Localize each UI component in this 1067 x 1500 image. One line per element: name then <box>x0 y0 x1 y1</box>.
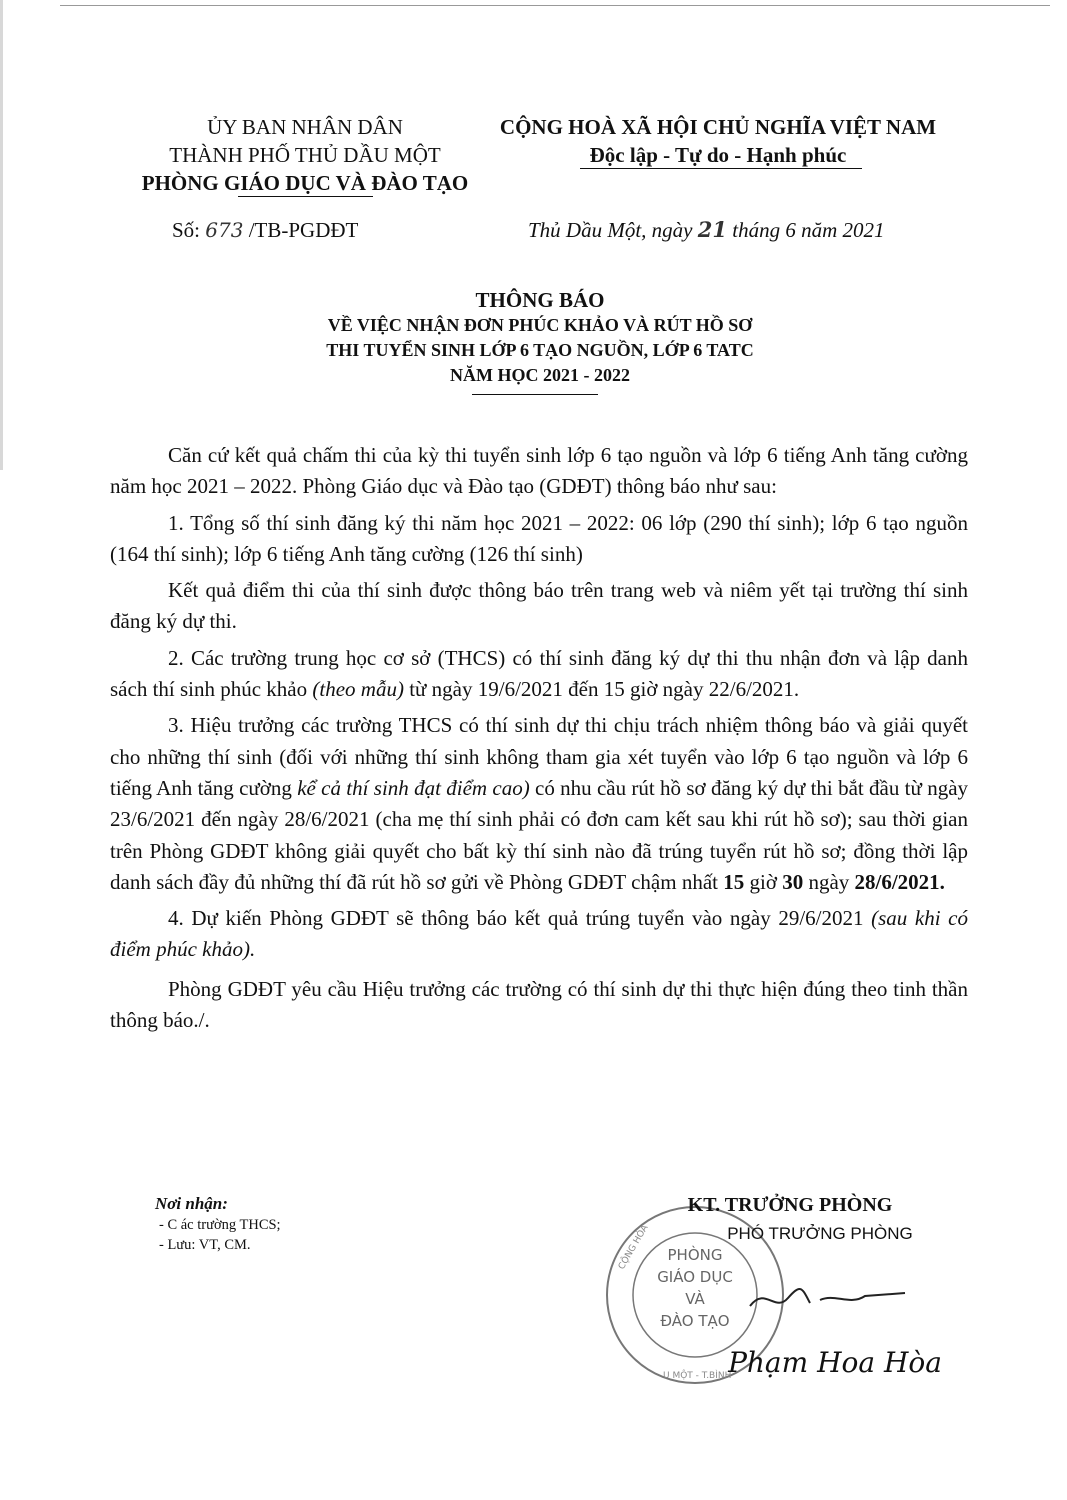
title-line-2: THI TUYỂN SINH LỚP 6 TẠO NGUỒN, LỚP 6 TATC <box>326 340 754 360</box>
item-4-text: 4. Dự kiến Phòng GDĐT sẽ thông báo kết quả trúng tuyển vào ngày 29/6/2021 <box>168 906 872 931</box>
issue-date <box>528 216 884 244</box>
item-3-italic: kể cả thí sinh đạt điểm cao) <box>297 775 530 800</box>
agency-underline <box>238 196 373 197</box>
agency-line-3: PHÒNG GIÁO DỤC VÀ ĐÀO TẠO <box>141 171 469 195</box>
stamp-line-2: GIÁO DỤC <box>657 1268 733 1286</box>
agency-line-1: ỦY BAN NHÂN DÂN <box>207 115 403 139</box>
position-title: TRƯỞNG PHÒNG <box>724 1194 893 1216</box>
item-3-deadline-hour: 15 <box>723 869 745 894</box>
number-suffix: /TB-PGDĐT <box>248 218 359 242</box>
country-name: CỘNG HOÀ XÃ HỘI CHỦ NGHĨA VIỆT NAM <box>499 115 937 139</box>
item-2-text-b: từ ngày 19/6/2021 đến 15 giờ ngày 22/6/2021. <box>403 677 800 702</box>
item-1: 1. Tổng số thí sinh đăng ký thi năm học 2021 – 2022: 06 lớp (290 thí sinh); lớp 6 tạo nguồn (164 thí sinh); lớp 6 tiếng Anh tăng cường (126 thí sinh) <box>110 510 968 566</box>
kt-prefix: KT. <box>687 1194 721 1216</box>
title-line-3: NĂM HỌC 2021 - 2022 <box>450 365 630 385</box>
item-3 <box>110 710 968 898</box>
handwritten-signature <box>740 1278 910 1318</box>
motto: Độc lập - Tự do - Hạnh phúc <box>589 143 847 167</box>
issuing-agency <box>105 113 505 197</box>
document-title <box>160 287 920 388</box>
item-3-hour-word: giờ <box>744 869 783 894</box>
national-motto <box>468 113 968 169</box>
scan-top-border <box>60 5 1050 6</box>
item-4-italic: (sau khi có điểm phúc khảo). <box>110 906 968 962</box>
document-number <box>172 216 358 244</box>
date-rest: tháng 6 năm 2021 <box>732 218 885 242</box>
item-3-text-b: có nhu cầu rút hồ sơ đăng ký dự thi bắt đầu từ ngày 23/6/2021 đến ngày 28/6/2021 (cha mẹ thí sinh phải có đơn cam kết sau khi rút hồ sơ); sau thời gian trên Phòng GDĐT không giải quyết cho bất kỳ thí sinh nào đã trúng tuyển rút hồ sơ; đồng thời lập danh sách đầy đủ những thí đã rút hồ sơ gửi về Phòng GDĐT chậm nhất <box>110 775 969 894</box>
item-3-deadline-date: 28/6/2021. <box>854 869 945 894</box>
item-3-deadline-minute: 30 <box>782 869 804 894</box>
title-main: THÔNG BÁO <box>475 288 605 312</box>
item-2 <box>110 643 968 706</box>
item-4 <box>110 903 968 966</box>
item-2-text-a: 2. Các trường trung học cơ sở (THCS) có thí sinh đăng ký dự thi thu nhận đơn và lập danh sách thí sinh phúc khảo <box>110 645 968 702</box>
number-handwritten: 673 <box>205 218 244 242</box>
intro-paragraph: Căn cứ kết quả chấm thi của kỳ thi tuyển sinh lớp 6 tạo nguồn và lớp 6 tiếng Anh tăng cường năm học 2021 – 2022. Phòng Giáo dục và Đào tạo (GDĐT) thông báo như sau: <box>110 443 968 499</box>
closing-paragraph: Phòng GDĐT yêu cầu Hiệu trưởng các trường có thí sinh dự thi thực hiện đúng theo tinh thần thông báo./. <box>110 976 968 1033</box>
number-label: Số: <box>172 218 201 242</box>
date-day-handwritten: 21 <box>697 217 727 242</box>
signer-title <box>600 1193 980 1218</box>
signer-name: Phạm Hoa Hòa <box>728 1346 942 1379</box>
deputy-title: PHÓ TRƯỞNG PHÒNG <box>727 1224 913 1243</box>
item-1-results: Kết quả điểm thi của thí sinh được thông báo trên trang web và niêm yết tại trường thí sinh đăng ký dự thi. <box>110 578 968 634</box>
item-3-day-word: ngày <box>803 869 855 894</box>
date-prefix: Thủ Dầu Một, ngày <box>528 218 693 242</box>
agency-line-2: THÀNH PHỐ THỦ DẦU MỘT <box>169 143 441 167</box>
notice-body <box>110 440 968 1041</box>
svg-text:CỘNG HÒA: CỘNG HÒA <box>616 1223 651 1272</box>
stamp-line-3: VÀ <box>685 1290 705 1308</box>
stamp-line-4: ĐÀO TẠO <box>660 1312 730 1330</box>
scan-left-shadow <box>0 0 3 470</box>
recipient-item: - Lưu: VT, CM. <box>159 1237 251 1253</box>
title-line-1: VỀ VIỆC NHẬN ĐƠN PHÚC KHẢO VÀ RÚT HỒ SƠ <box>327 315 753 335</box>
svg-text:U MỘT - T.BÌNH: U MỘT - T.BÌNH <box>663 1371 732 1381</box>
item-3-text-a: 3. Hiệu trưởng các trường THCS có thí sinh dự thi chịu trách nhiệm thông báo và giải quyết cho những thí sinh (đối với những thí sinh không tham gia xét tuyển vào lớp 6 tạo nguồn và lớp 6 tiếng Anh tăng cường <box>110 713 968 800</box>
stamp-line-1: PHÒNG <box>667 1246 723 1264</box>
motto-underline <box>580 168 862 169</box>
title-underline <box>472 394 598 395</box>
recipients <box>155 1193 475 1255</box>
recipient-item: - C ác trường THCS; <box>159 1217 281 1233</box>
recipients-title: Nơi nhận: <box>155 1194 228 1213</box>
item-2-italic: (theo mẫu) <box>312 677 404 702</box>
